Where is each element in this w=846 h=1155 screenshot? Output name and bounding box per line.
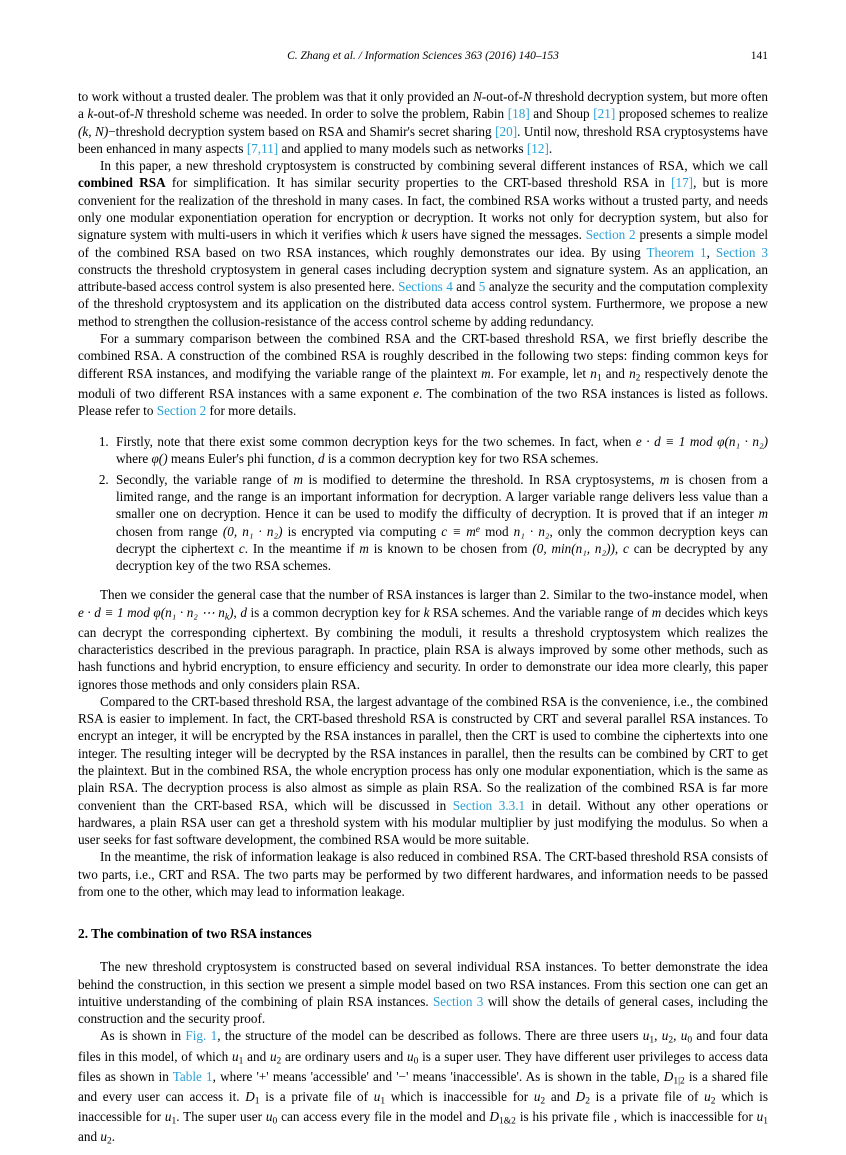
math-sub: 1: [238, 1056, 244, 1067]
text-run: threshold scheme was needed. In order to solve the problem, Rabin: [143, 106, 508, 122]
text-run: and: [545, 1088, 576, 1104]
math-m: m: [359, 540, 369, 556]
text-run: is encrypted via computing: [282, 523, 442, 539]
math-sub: 2: [540, 1096, 546, 1107]
text-run: For a summary comparison between the combined RSA and the CRT-based threshold RSA, we first briefly describe the combined RSA. A construction of the combined RSA is roughly described in the following two steps: finding common keys for different RSA instances, and modifying the variable range of the plaintext: [78, 330, 768, 381]
text-run: mod: [480, 523, 514, 539]
text-run: -out-of-: [93, 106, 135, 122]
text-run: is a common decryption key for two RSA schemes.: [324, 451, 599, 467]
math-sub: 1: [596, 373, 602, 384]
math-k: k: [423, 604, 430, 620]
text-run: users have signed the messages.: [407, 227, 586, 243]
math-sub: 1: [254, 1096, 260, 1107]
math-c: c: [623, 540, 629, 556]
math-c: c: [238, 540, 245, 556]
text-run: is a common decryption key for: [246, 604, 424, 620]
crossref-section-2[interactable]: Section 2: [585, 227, 636, 243]
math-sub: 2: [585, 1096, 590, 1107]
math-D: D: [575, 1088, 586, 1104]
math-sub: 1&2: [499, 1116, 516, 1127]
spacer: [78, 577, 768, 586]
text-run: in detail. Without any other operations or hardwares, a plain RSA user can get a threshold system with his modular multiplier by just modifying the modulus. So when a user seeks for fast software development, the combined RSA would be more suitable.: [78, 797, 769, 848]
math-range-min: (0, min(n₁, n₂)): [532, 540, 615, 556]
math-n: n: [590, 365, 597, 381]
text-run: to work without a trusted dealer. The problem was that it only provided an: [78, 89, 474, 104]
crossref-section-2[interactable]: Section 2: [156, 402, 207, 418]
crossref-section-5[interactable]: 5: [478, 279, 486, 295]
crossref-figure-1[interactable]: Fig. 1: [185, 1028, 218, 1044]
math-m: m: [651, 604, 662, 620]
spacer: [78, 900, 768, 926]
math-sub: 2: [710, 1096, 716, 1107]
text-run: As is shown in: [100, 1028, 186, 1044]
math-sub: 1: [380, 1096, 386, 1107]
math-e: e: [413, 385, 419, 401]
math-d: d: [317, 451, 325, 467]
math-D: D: [489, 1108, 500, 1124]
math-phi: φ(): [151, 451, 168, 467]
citation-12[interactable]: [12]: [526, 140, 549, 156]
text-run: which is inaccessible for: [385, 1088, 534, 1104]
running-header: [78, 50, 768, 62]
text-run: . In the meantime if: [244, 540, 360, 556]
text-run: presents a simple model of the combined RSA based on two RSA instances, which roughly demonstrates our idea. By using: [78, 227, 769, 260]
paragraph-general-case: [78, 586, 768, 693]
math-u: u: [269, 1048, 277, 1064]
citation-21[interactable]: [21]: [593, 106, 616, 122]
citation-7-11[interactable]: [7,11]: [246, 140, 279, 156]
math-sub: 1: [649, 1036, 655, 1047]
text-run: . The super user: [176, 1108, 266, 1124]
text-run: ,: [706, 244, 716, 260]
math-n: n: [629, 365, 636, 381]
term-combined-rsa: combined RSA: [78, 175, 166, 191]
text-run: is his private file , which is inaccessible for: [515, 1108, 757, 1124]
text-run: constructs the threshold cryptosystem in general cases including decryption system and signature system. As an application, an attribute-based access control system is also presented here.: [78, 261, 768, 295]
text-run: −threshold decryption system based on RSA and Shamir's secret sharing: [108, 123, 496, 139]
paragraph-intro-continued: [78, 88, 768, 157]
text-run: are ordinary users and: [281, 1048, 408, 1064]
crossref-section-3[interactable]: Section 3: [432, 993, 484, 1009]
text-run: .: [548, 140, 553, 156]
text-run: and four data files in this model, of which: [78, 1028, 769, 1064]
text-run: Firstly, note that there exist some common decryption keys for the two schemes. In fact, when: [116, 434, 636, 450]
math-D: D: [245, 1088, 255, 1104]
text-run: means Euler's phi function,: [167, 451, 318, 467]
math-u: u: [704, 1088, 711, 1104]
math-u: u: [373, 1088, 381, 1104]
text-run: is chosen from a limited range, and the range is an important information for decryption. A larger variable range delivers less value than a smaller one on decryption. Hence it can be used to modify the difficulty of decryption. It is proved that if an integer: [116, 471, 769, 522]
citation-17[interactable]: [17]: [671, 175, 694, 191]
list-item: [112, 433, 768, 468]
math-u: u: [100, 1128, 107, 1144]
text-run: where: [116, 451, 152, 467]
text-run: In this paper, a new threshold cryptosystem is constructed by combining several different instances of RSA, which we call: [100, 158, 768, 174]
math-sub: 1: [171, 1116, 177, 1127]
math-N: N: [134, 106, 144, 122]
math-sub: 0: [687, 1036, 693, 1047]
math-m: m: [481, 365, 491, 381]
text-run: ,: [654, 1028, 662, 1044]
text-run: decides which keys can decrypt the corresponding ciphertext. By combining the moduli, it results a threshold cryptosystem which realizes the characteristics described in the previous paragraph. In practice, plain RSA is always improved by some other methods, such as hash functions and hybrid encryption, to ensure efficiency and security. In order to demonstrate our idea more clearly, this paper ignores those methods and only considers plain RSA.: [78, 604, 769, 692]
math-general-congruence: e · d ≡ 1 mod φ(n₁ · n₂ ⋯ n: [78, 604, 225, 620]
text-run: . The combination of the two RSA instances is listed as follows. Please refer to: [78, 385, 768, 418]
crossref-table-1[interactable]: Table 1: [172, 1068, 213, 1084]
math-range: (0, n₁ · n₂): [222, 523, 283, 539]
text-run: threshold decryption system, but more often a: [78, 89, 768, 122]
text-run: chosen from range: [116, 523, 223, 539]
text-run: and: [243, 1048, 270, 1064]
math-k: k: [87, 106, 94, 122]
text-run: and: [601, 365, 630, 381]
text-run: ,: [673, 1028, 681, 1044]
math-d: d: [240, 604, 247, 620]
text-run: respectively denote the moduli of two different RSA instances with a same exponent: [78, 365, 769, 401]
crossref-section-3-3-1[interactable]: Section 3.3.1: [452, 797, 526, 813]
math-sub: 2: [668, 1036, 674, 1047]
text-run: , but is more convenient for the realization of the threshold in many cases. In fact, the combined RSA works without a trusted party, and needs only one modular exponentiation operation for encryption or decryption. It works not only for decryption system, but also for signature system with multi-users in which it verifies which: [78, 175, 768, 243]
math-m: m: [659, 471, 670, 487]
math-u: u: [407, 1048, 414, 1064]
paragraph-section2-intro: [78, 958, 768, 1027]
section-heading-2: 2. The combination of two RSA instances: [78, 926, 312, 942]
math-exponent: e: [475, 524, 480, 535]
math-sub-k: k: [224, 612, 230, 623]
text-run: for simplification. It has similar security properties to the CRT-based threshold RSA in: [165, 175, 672, 191]
text-run: and: [78, 1128, 101, 1144]
text-run: is a shared file and every user can access it.: [78, 1068, 768, 1104]
math-u: u: [533, 1088, 541, 1104]
text-run: and: [452, 279, 479, 295]
crossref-theorem-1[interactable]: Theorem 1: [646, 244, 707, 260]
math-N: N: [522, 89, 532, 104]
math-kN: (k, N): [78, 123, 109, 139]
math-sub: 1: [763, 1116, 768, 1127]
math-m: m: [293, 471, 304, 487]
math-sub: 2: [635, 373, 641, 384]
text-run: , the structure of the model can be described as follows. There are three users: [217, 1028, 643, 1044]
text-run: can access every file in the model and: [277, 1108, 490, 1124]
math-u: u: [756, 1108, 764, 1124]
paragraph-summary-comparison: [78, 330, 768, 419]
paragraph-model-structure: [78, 1027, 768, 1148]
text-run: The new threshold cryptosystem is constructed based on several individual RSA instances. To better demonstrate the idea behind the construction, in this section we present a simple model based on two RSA instances. From this section one can get an intuitive understanding of the combining of plain RSA instances.: [78, 959, 768, 1009]
paragraph-crt-comparison: [78, 693, 768, 849]
paragraph-contribution: [78, 157, 768, 330]
math-common-key-congruence: e · d ≡ 1 mod φ(n₁ · n₂): [635, 434, 768, 450]
math-ciphertext: c ≡ m: [441, 523, 476, 539]
construction-steps-list: [78, 433, 768, 574]
math-sub: 0: [272, 1116, 278, 1127]
text-run: Compared to the CRT-based threshold RSA, the largest advantage of the combined RSA is the convenience, i.e., the combined RSA is easier to implement. In fact, the CRT-based threshold RSA is constructed by CRT and several parallel RSA instances. To encrypt an integer, it will be encrypted by the RSA instances in parallel, then the CRT is used to combine the ciphertexts into one integer. The resulting integer will be decrypted by the RSA instances in parallel, then the results can be combined by CRT to get the plaintext. But in the combined RSA, the whole encryption process has only one modular exponentiation, which is the same as plain RSA. The decryption process is also almost as simple as plain RSA. So the realization of the combined RSA is far more convenient than the CRT-based RSA, which will be discussed in: [78, 693, 768, 813]
math-sub: 2: [106, 1136, 112, 1147]
math-u: u: [265, 1108, 273, 1124]
text-run: ,: [614, 540, 624, 556]
text-run: will show the details of general cases, including the construction and the security proof.: [78, 993, 768, 1027]
running-header-citation: C. Zhang et al. / Information Sciences 363 (2016) 140–153: [287, 50, 559, 62]
math-D: D: [663, 1068, 674, 1084]
text-run: ,: [233, 604, 241, 620]
list-item: [112, 471, 768, 575]
math-u: u: [164, 1108, 172, 1124]
math-modulus: n₁ · n₂: [513, 523, 550, 539]
math-u: u: [642, 1028, 650, 1044]
citation-18[interactable]: [18]: [507, 106, 530, 122]
text-run: is known to be chosen from: [368, 540, 533, 556]
text-run: can be decrypted by any decryption key of the two RSA schemes.: [116, 540, 769, 574]
paragraph-information-leakage: In the meantime, the risk of information leakage is also reduced in combined RSA. The CRT-based threshold RSA consists of two parts, i.e., CRT and RSA. The two parts may be performed by two different hardwares, and information needs to be passed from one to the other, which may lead to information leakage.: [78, 849, 768, 899]
text-run: . Until now, threshold RSA cryptosystems have been enhanced in many aspects: [78, 123, 768, 156]
math-u: u: [661, 1028, 669, 1044]
spacer: [78, 942, 768, 958]
math-close-paren: ): [229, 604, 234, 620]
page-number: 141: [750, 50, 768, 62]
text-run: , only the common decryption keys can decrypt the ciphertext: [116, 523, 768, 556]
text-run: is a super user. They have different user privileges to access data files as shown in: [78, 1048, 768, 1084]
crossref-section-3[interactable]: Section 3: [715, 244, 769, 260]
math-m: m: [758, 506, 768, 522]
text-run: . For example, let: [490, 365, 591, 381]
math-k: k: [401, 227, 408, 243]
text-run: is modified to determine the threshold. In RSA cryptosystems,: [303, 471, 660, 487]
text-run: Then we consider the general case that the number of RSA instances is larger than 2. Similar to the two-instance model, when: [100, 587, 768, 603]
citation-20[interactable]: [20]: [495, 123, 518, 139]
math-sub: 1|2: [673, 1076, 685, 1087]
text-run: for more details.: [206, 402, 297, 418]
text-run: is a private file of: [259, 1088, 374, 1104]
math-N: N: [473, 89, 482, 104]
text-run: and Shoup: [529, 106, 594, 122]
text-run: analyze the security and the computation complexity of the threshold cryptosystem and its application on the distributed data access control system. Furthermore, we propose a new method to strengthen the collusion-resistance of the access control scheme by adding redundancy.: [78, 279, 768, 329]
math-sub: 2: [276, 1056, 282, 1067]
text-run: RSA schemes. And the variable range of: [429, 604, 652, 620]
text-run: -out-of-: [481, 89, 523, 104]
text-run: is a private file of: [589, 1088, 705, 1104]
text-run: Secondly, the variable range of: [116, 471, 294, 487]
crossref-section-4[interactable]: Sections 4: [398, 279, 453, 295]
text-run: proposed schemes to realize: [615, 106, 769, 122]
text-run: .: [111, 1128, 115, 1144]
text-run: and applied to many models such as networks: [278, 140, 527, 156]
text-run: , where '+' means 'accessible' and '−' means 'inaccessible'. As is shown in the table,: [212, 1068, 664, 1084]
math-u: u: [232, 1048, 239, 1064]
math-u: u: [680, 1028, 688, 1044]
math-sub: 0: [413, 1056, 419, 1067]
text-run: which is inaccessible for: [78, 1088, 768, 1124]
